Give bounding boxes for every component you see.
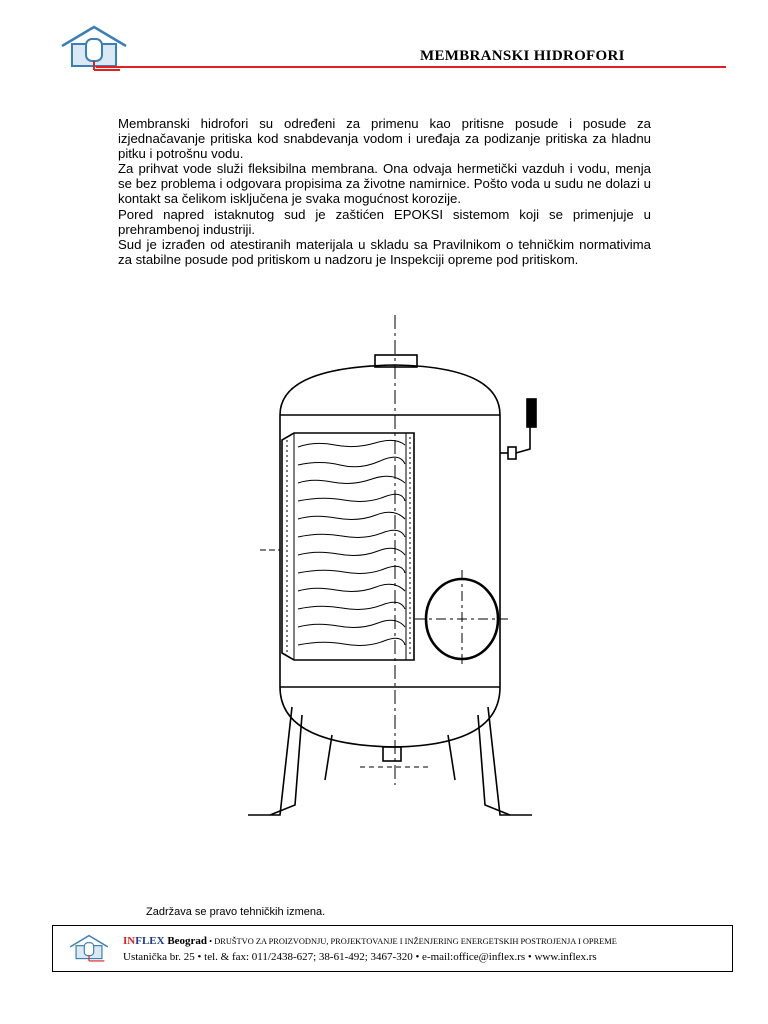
brand-name-flex: FLEX xyxy=(135,935,165,947)
page-title: MEMBRANSKI HIDROFORI xyxy=(420,48,625,64)
footer-company-line xyxy=(123,935,617,947)
separator: • xyxy=(207,937,215,946)
header-divider xyxy=(96,66,726,68)
company-logo-icon xyxy=(69,932,109,964)
hydrophore-tank-drawing xyxy=(240,315,540,840)
brand-city: Beograd xyxy=(164,935,208,947)
company-logo-icon xyxy=(60,24,128,72)
paragraph: Za prihvat vode služi fleksibilna membrana. Ona odvaja hermetički vazduh i vodu, menja se bez problema i odgovara propisima za životne namirnice. Pošto voda u sudu ne dolazi u kontakt sa čelikom isključena je svaka mogućnost korozije. xyxy=(118,161,651,207)
company-description: DRUŠTVO ZA PROIZVODNJU, PROJEKTOVANJE I INŽENJERING ENERGETSKIH POSTROJENJA I OPREME xyxy=(214,937,617,946)
footer-contact-line: Ustanička br. 25 • tel. & fax: 011/2438-627; 38-61-492; 3467-320 • e-mail:office@inflex.rs • www.inflex.rs xyxy=(123,951,597,963)
paragraph: Membranski hidrofori su određeni za primenu kao pritisne posude i posude za izjednačavanje pritiska kod snabdevanja vodom i uređaja za podizanje pritiska za hladnu pitku i potrošnu vodu. xyxy=(118,116,651,162)
technical-changes-note: Zadržava se pravo tehničkih izmena. xyxy=(146,906,326,918)
paragraph: Sud je izrađen od atestiranih materijala u skladu sa Pravilnikom o tehničkim normativima za stabilne posude pod pritiskom u nadzoru je Inspekciji opreme pod pritiskom. xyxy=(118,236,651,267)
brand-name-in: IN xyxy=(123,935,136,947)
paragraph: Pored napred istaknutog sud je zaštićen EPOKSI sistemom koji se primenjuje u prehrambenoj industriji. xyxy=(118,206,651,237)
footer xyxy=(52,925,733,972)
description-text xyxy=(118,116,651,267)
